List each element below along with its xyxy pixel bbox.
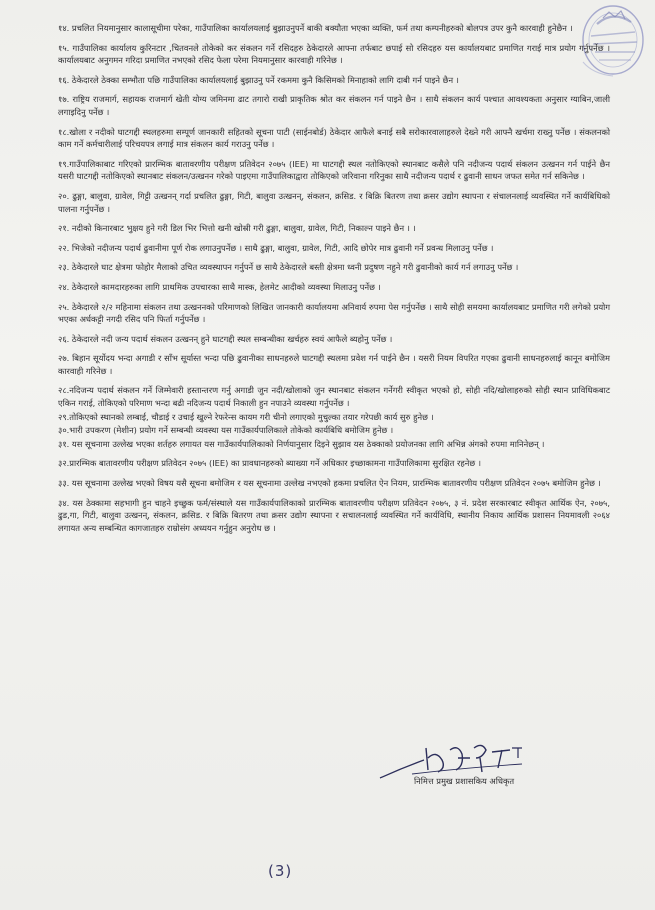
terms-list bbox=[58, 22, 610, 541]
clause-34: ३४. यस ठेक्कामा सहभागी हुन चाहने इच्छुक फर्म/संस्थाले यस गाउँकार्यपालिकाको प्रारम्भिक बातावरणीय परीक्षण प्रतिवेदन २०७५, ३ नं. प्रदेश सरकारबाट स्वीकृत आर्थिक ऐन, २०७५, ढुड,गा, गिटी, बालुवा उत्खनन्, संकलन, क्रसिड. र बिक्रि बितरण तथा क्रसर उद्योग स्थापना र सचालनलाई व्यवस्थित गर्ने कार्यविधि, स्थानीय निकाय आर्थिक प्रशासन नियमावली २०६४ लगायत अन्य सम्बन्धित कागजातहरु राम्रोसंग अध्ययन गर्नुहुन अनुरोध छ । bbox=[58, 497, 610, 533]
page-number: (3) bbox=[268, 862, 293, 880]
clause-31: ३१. यस सूचनामा उल्लेख भएका शर्तहरु लगायत यस गाउँकार्यपालिकाको निर्णयानुसार दिइने सुझाव यस ठेक्काको प्रयोजनका लागि अभिन्न अंगको रुपमा मानिनेछन् । bbox=[58, 438, 545, 449]
clause-28: २८.नदिजन्य पदार्थ संकलन गर्ने जिम्मेवारी हस्तान्तरण गर्नु अगाडी जुन नदी/खोलाको जुन स्थानबाट संकलन गर्नेगरी स्वीकृत भएको हो, सोही नदि/खोलाहरुको सोही स्थान प्राविधिकबाट एकिन गराई, तोकिएको परिमाण भन्दा बढी नदिजन्य पदार्थ निकाली हुन नपाउने व्यवस्था गर्नुपर्नेछ । bbox=[58, 385, 610, 409]
clause-15: १५. गाउँपालिका कार्यालय कुरिनटार ,चितवनले तोकेको कर संकलन गर्ने रसिदहरु ठेकेदारले आफ्ना तर्फबाट छपाई सो रसिदहरु यस कार्यालयबाट प्रमाणित गराई मात्र प्रयोग गर्नुपर्नेछ । कार्यालयबाट अनुगमन गरिदा प्रमाणित नभएको रसिद फेला परेमा नियमानुसार कारवाही गरिनेछ । bbox=[58, 42, 610, 66]
clause-16: १६. ठेकेदारले ठेक्का सम्भौता पछि गाउँपालिका कार्यालयलाई बुझाउनु पर्ने रकममा कुनै किसिमको मिनाहाको लागि दाबी गर्न पाइने छैन । bbox=[58, 74, 459, 85]
signatory-designation: निमित्त प्रमुख प्रशासकिय अधिकृत bbox=[414, 776, 515, 786]
clause-29: २९.तोकिएको स्थानको लम्बाई, चौडाई र उचाई खुल्ने रेफरेन्स कायम गरी चीनो लगाएको मुचुल्का तयार गरेपछी कार्य सुरु हुनेछ । bbox=[58, 411, 434, 422]
clause-20: २०. ढुङ्गा, बालुवा, ग्रावेल, गिट्टी उत्खनन् गर्दा प्रचलित ढुङ्गा, गिटी, बालुवा उत्खनन्, संकलन, क्रसिड. र बिक्रि बितरण तथा क्रसर उद्योग स्थापना र संचालनलाई व्यवस्थित गर्ने कार्यबिधिको पालना गर्नुपर्नेछ । bbox=[58, 190, 610, 214]
clause-23: २३. ठेकेदारले घाट क्षेत्रमा फोहोर मैलाको उचित व्यवस्थापन गर्नुपर्ने छ साथै ठेकेदारले बस्ती क्षेत्रमा ध्वनी प्रदुषण नहुने गरी ढुवानीको कार्य गर्न लगाउनु पर्नेछ । bbox=[58, 262, 519, 273]
clause-26: २६. ठेकेदारले नदी जन्य पदार्थ संकलन उत्खनन् हुने घाटगद्दी स्थल सम्बन्धीका खर्चहरु स्वयं आफैले ब्यहोनु पर्नेछ । bbox=[58, 333, 393, 344]
clause-33: ३३. यस सूचनामा उल्लेख भएको विषय यसै सूचना बमोजिम र यस सूचनामा उल्लेख नभएको हकमा प्रचलित ऐन नियम, प्रारम्भिक बातावरणीय परीक्षण प्रतिवेदन २०७५ बमोजिम हुनेछ । bbox=[58, 478, 601, 489]
clause-30: ३०.भारी उपकरण (मेशीन) प्रयोग गर्ने सम्बन्धी व्यवस्था यस गाउँकार्यपालिकाले तोकेको कार्यबिधि बमोजिम हुनेछ । bbox=[58, 425, 394, 436]
clause-24: २४. ठेकेदारले कामदारहरुका लागि प्राथमिक उपचारका साथै मास्क, हेलमेट आदीको व्यवस्था मिलाउनु पर्नेछ । bbox=[58, 281, 381, 292]
clause-27: २७. बिहान सूर्योदय भन्दा अगाडी र साँभ सूर्यास्त भन्दा पछि ढुवानीका साधनहरुले घाटगद्दी स्थलमा प्रवेश गर्न पाईने छैन । यसरी नियम विपरित गएका ढुवानी साधनहरुलाई कानून बमोजिम कारवाही गरिनेछ । bbox=[58, 353, 610, 376]
clause-32: ३२.प्रारम्भिक बातावरणीय परीक्षण प्रतिवेदन २०७५ (IEE) का प्रावधानहरुको ब्याख्या गर्ने अधिकार इच्छाकामना गाउँपालिकामा सुरक्षित रहनेछ । bbox=[58, 458, 481, 469]
clause-22: २२. भिजेको नदीजन्य पदार्थ ढुवानीमा पूर्ण रोक लगाउनुपर्नेछ । साथै ढुङ्गा, बालुवा, ग्रावेल, गिटी, आदि छोपेर मात्र ढुवानी गर्ने प्रवन्ध मिलाउनु पर्नेछ । bbox=[58, 242, 494, 253]
clause-14: १४. प्रचलित नियमानुसार कालासूचीमा परेका, गाउँपालिका कार्यालयलाई बुझाउनुपर्ने बाकी बक्यौता भएका व्यक्ति, फर्म तथा कम्पनीहरुको बोलपत्र उपर कुनै कारवाही हुनेछैन । bbox=[58, 23, 573, 33]
handwritten-signature bbox=[372, 738, 552, 796]
clause-25: २५. ठेकेदारले २/२ महिनामा संकलन तथा उत्खननको परिमाणको लिखित जानकारी कार्यालयमा अनिवार्य रुपमा पेस गर्नुपर्नेछ । साथै सोही समयमा कार्यालयबाट प्रमाणित गरी लगेको प्रयोग भएका अर्धकट्टी नगदी रसिद पनि फिर्ता गर्नुपर्नेछ । bbox=[58, 301, 610, 325]
clause-18: १८.खोला र नदीको घाटगद्दी स्थलहरुमा सम्पूर्ण जानकारी सहितको सूचना पाटी (साईनबोर्ड) ठेकेदार आफैले बनाई सबै सरोकारवालाहरुले देख्ने गरी आफ्नै खर्चमा राख्नु पर्नेछ । संकलनको काम गर्ने कर्मचारीलाई परिचयपत्र लगाई मात्र संकलन कार्य गराउनु पर्नेछ । bbox=[58, 126, 610, 150]
clause-17: १७. राष्ट्रिय राजमार्ग, सहायक राजमार्ग खेती योग्य जमिनमा ढाट तगारो राखी प्राकृतिक श्रोत कर संकलन गर्न पाइने छैन । साथै संकलन कार्य पश्चात आवश्यकता अनुसार ग्याबिन,जाली लगाइदिनु पर्नेछ । bbox=[58, 94, 610, 117]
clause-21: २१. नदीको किनारबाट भुक्षय हुने गरी डिल भिर भित्तो खनी खोस्री गरी ढुङ्गा, बालुवा, ग्रावेल, गिटी, निकाल्न पाइने छैन । । bbox=[58, 223, 416, 234]
clause-19: १९.गाउँपालिकाबाट गरिएको प्रारम्भिक बातावरणीय परीक्षण प्रतिवेदन २०७५ (IEE) मा घाटगद्दी स्थल नतोकिएको स्थानबाट कसैले पनि नदीजन्य पदार्थ संकलन उत्खनन गर्न पाईने छैन यसरी घाटगद्दी नतोकिएको स्थानबाट संकलन/उत्खनन गरेको पाइएमा गाउँपालिकाद्वारा तोकिएको जरिवाना गरिनुका साथै नदीजन्य पदार्थ र ढुवानी साधन जफत समेत गर्न सकिनेछ । bbox=[58, 158, 610, 182]
